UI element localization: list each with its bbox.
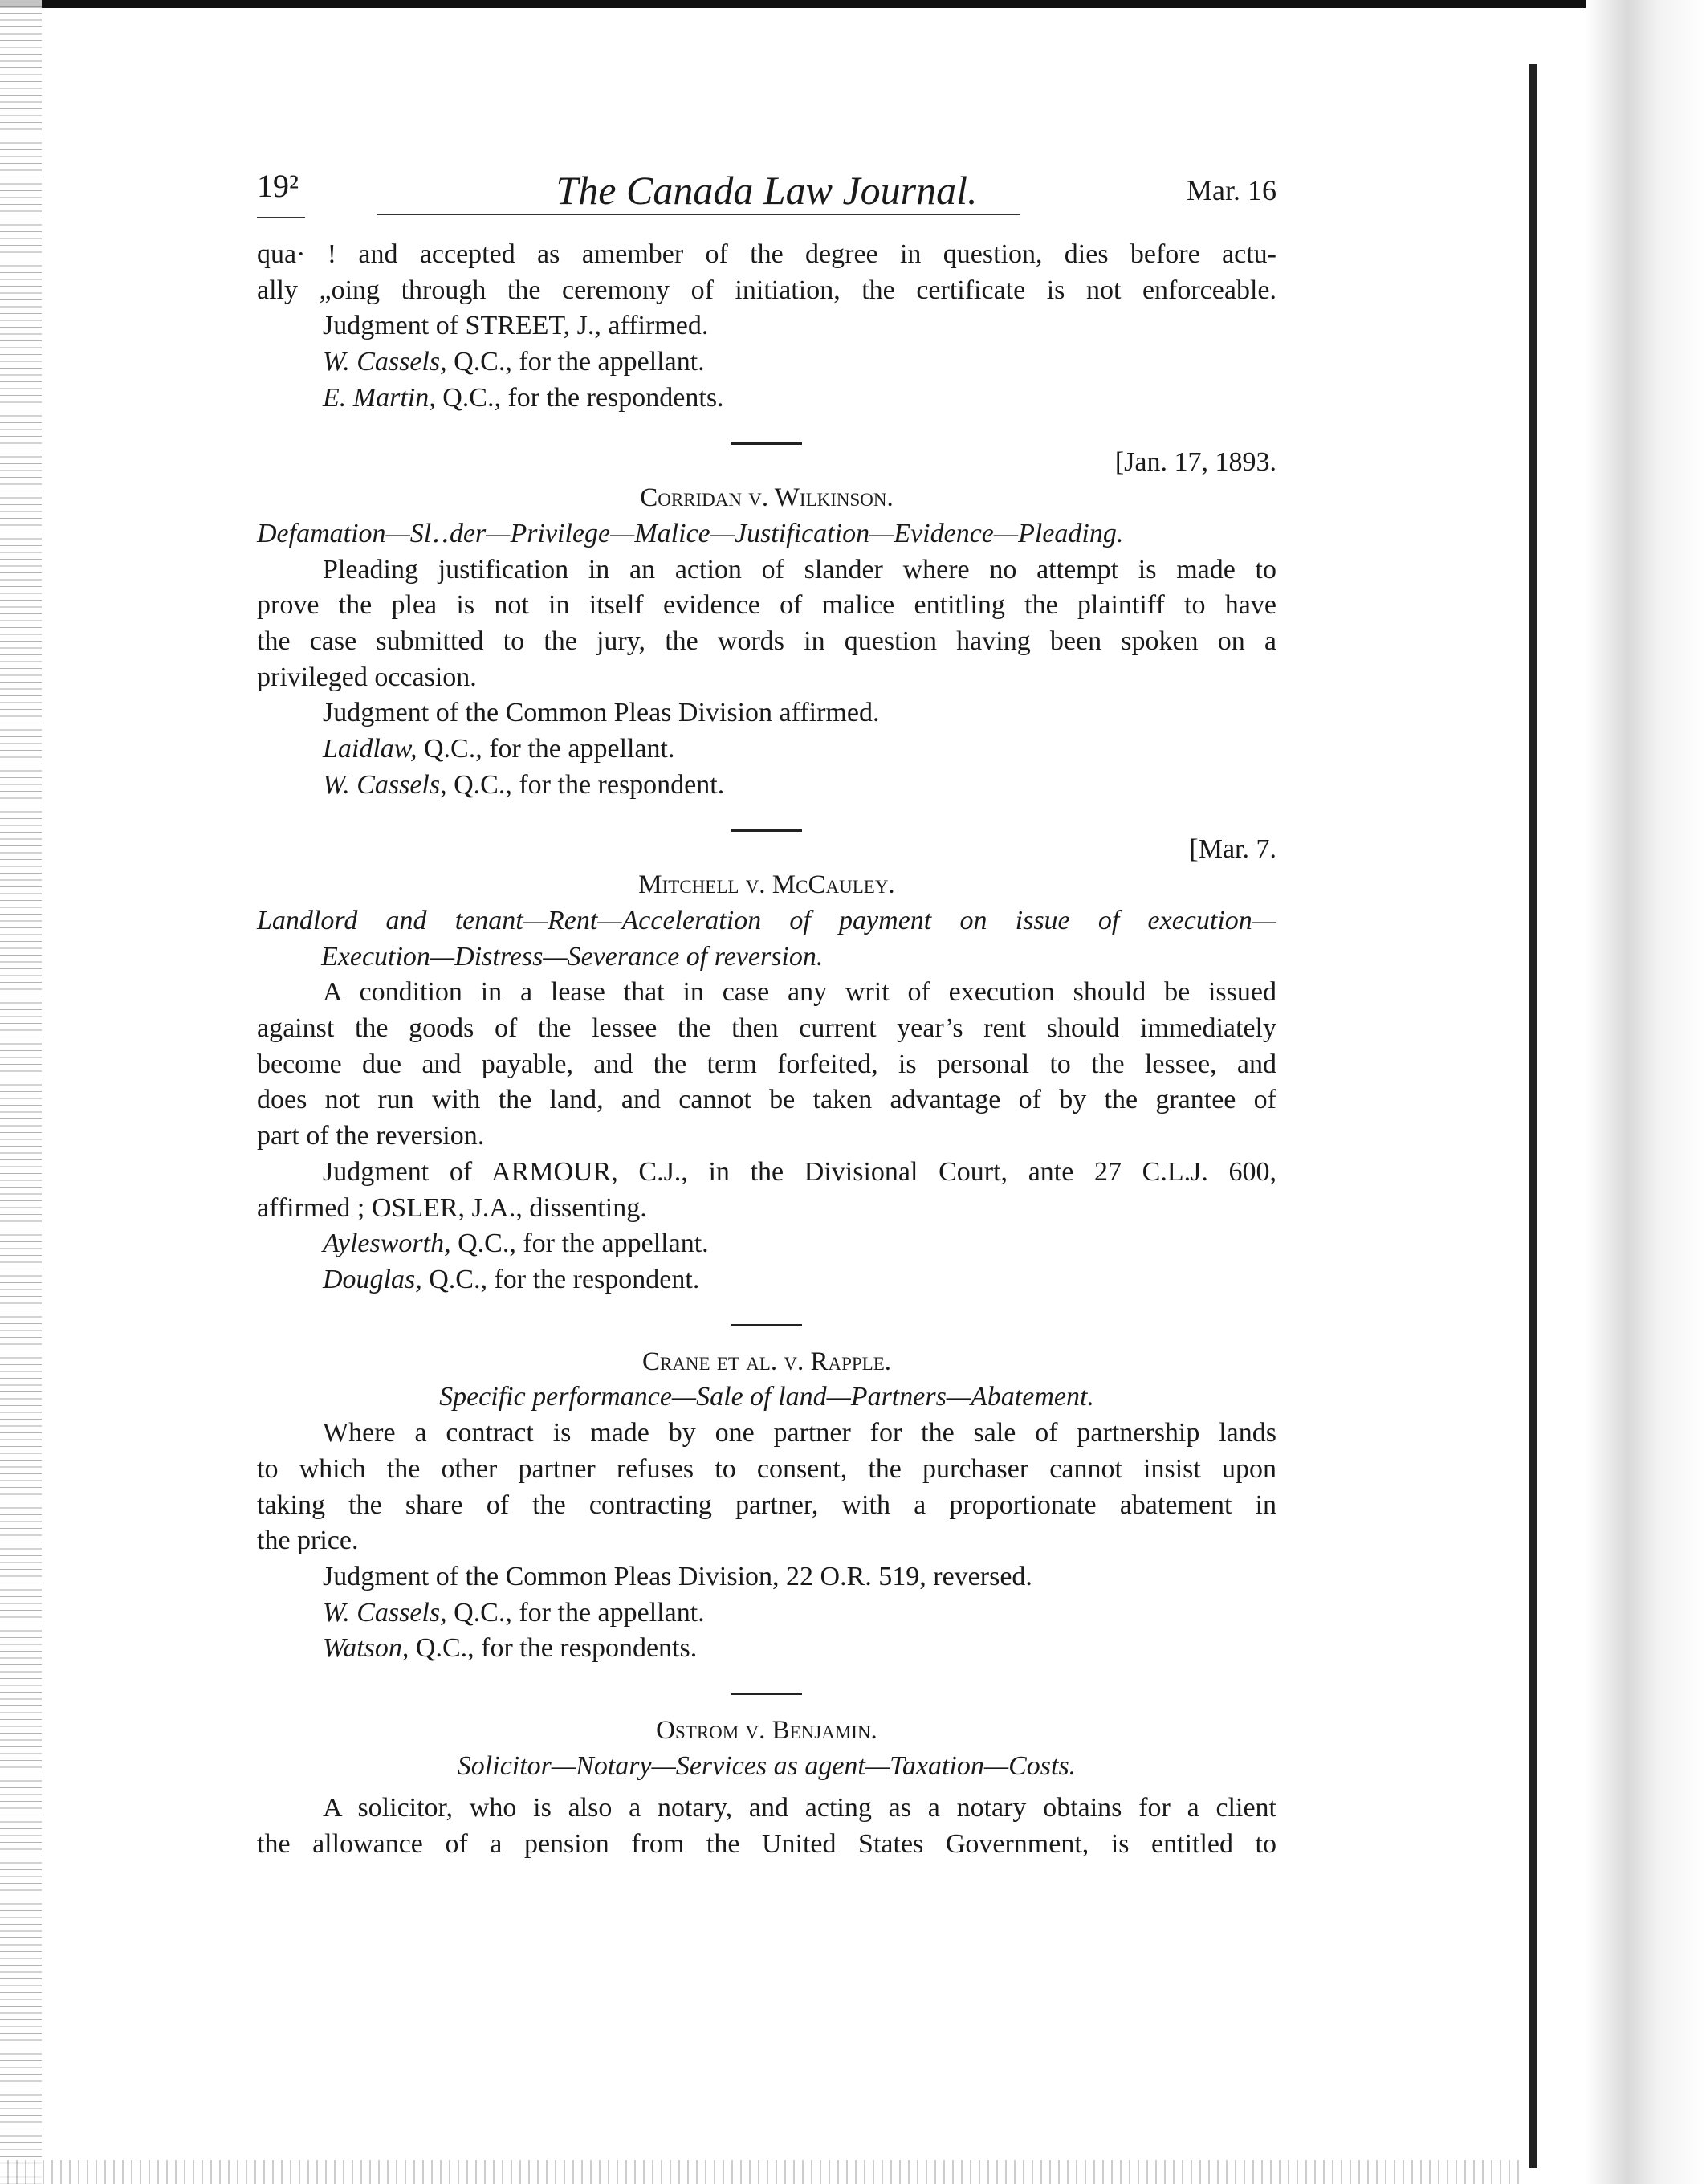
text-column [257,237,1276,1863]
counsel-name: Laidlaw, [323,734,417,764]
body-line: part of the reversion. [257,1121,485,1151]
counsel-role: Q.C., for the appellant. [446,1597,705,1628]
counsel-name: W. Cassels, [323,347,447,377]
body-line: privileged occasion. [257,662,477,692]
judgment-line: Judgment of ARMOUR, C.J., in the Divisional Court, ante 27 C.L.J. 600, [323,1156,1276,1187]
page-number: 19² [257,168,299,204]
body-line: the price. [257,1526,359,1556]
counsel-role: Q.C., for the respondent. [446,769,725,800]
body-line: against the goods of the lessee the then current year’s rent should immediately [257,1013,1276,1044]
header-rule [377,214,1020,215]
case-ostrom-v-benjamin [257,1713,1276,1863]
case-subject: Specific performance—Sale of land—Partners—Abatement. [439,1382,1094,1412]
issue-date: Mar. 16 [1187,174,1276,206]
counsel-line [257,1226,1276,1262]
counsel-name: E. Martin, [323,382,436,413]
body-line: does not run with the land, and cannot be taken advantage of by the grantee of [257,1085,1276,1115]
counsel-line [257,731,1276,768]
journal-title: The Canada Law Journal. [556,168,978,213]
counsel-name: W. Cassels, [323,769,447,800]
body-line: qua· ! and accepted as amember of the degree in question, dies before actu- [257,239,1276,269]
counsel-line [257,1595,1276,1632]
case-title: Ostrom v. Benjamin. [656,1716,877,1746]
running-header [257,167,1276,215]
counsel-name: Watson, [323,1633,409,1664]
case-corridan-v-wilkinson [257,445,1276,804]
counsel-role: Q.C., for the appellant. [450,1228,709,1259]
case-title: Mitchell v. McCauley. [638,870,895,900]
case-subject: Solicitor—Notary—Services as agent—Taxation—Costs. [457,1750,1077,1781]
body-line: become due and payable, and the term forfeited, is personal to the lessee, and [257,1049,1276,1079]
case-crane-v-rapple [257,1344,1276,1667]
counsel-role: Q.C., for the appellant. [417,734,675,764]
body-line: A condition in a lease that in case any writ of execution should be issued [323,977,1276,1008]
counsel-role: Q.C., for the respondents. [435,382,724,413]
counsel-name: Douglas, [323,1264,422,1294]
judgment-line: Judgment of the Common Pleas Division affirmed. [323,698,880,728]
case-mitchell-v-mccauley [257,832,1276,1298]
case-subject: Landlord and tenant—Rent—Acceleration of payment on issue of execution— [257,905,1276,935]
counsel-name: Aylesworth, [323,1228,451,1259]
body-line: ally „oing through the ceremony of initiation, the certificate is not enforceable. [257,275,1276,305]
body-line: prove the plea is not in itself evidence of malice entitling the plaintiff to have [257,590,1276,621]
body-line: Where a contract is made by one partner for the sale of partnership lands [323,1418,1276,1449]
counsel-line [257,344,1276,381]
judgment-line: Judgment of STREET, J., affirmed. [323,311,709,341]
judgment-line: affirmed ; OSLER, J.A., dissenting. [257,1192,647,1223]
body-line: Pleading justification in an action of slander where no attempt is made to [323,554,1276,585]
counsel-role: Q.C., for the respondent. [421,1264,700,1294]
body-line: to which the other partner refuses to consent, the purchaser cannot insist upon [257,1453,1276,1484]
folio-rule [257,217,305,218]
counsel-role: Q.C., for the respondents. [409,1633,698,1664]
body-line: the allowance of a pension from the United States Government, is entitled to [257,1829,1276,1860]
case-title: Corridan v. Wilkinson. [640,483,894,513]
counsel-line [257,1262,1276,1298]
counsel-name: W. Cassels, [323,1597,447,1628]
body-line: the case submitted to the jury, the words in question having been spoken on a [257,626,1276,657]
counsel-line [257,1631,1276,1667]
body-line: taking the share of the contracting partner, with a proportionate abatement in [257,1489,1276,1520]
case-title: Crane et al. v. Rapple. [641,1347,892,1376]
body-line: A solicitor, who is also a notary, and acting as a notary obtains for a client [323,1793,1276,1823]
case-subject: Execution—Distress—Severance of reversion. [321,941,824,972]
case-date: [Jan. 17, 1893. [1114,446,1276,477]
judgment-line: Judgment of the Common Pleas Division, 22 O.R. 519, reversed. [323,1561,1032,1591]
case-continuation [257,237,1276,417]
counsel-role: Q.C., for the appellant. [446,347,705,377]
counsel-line [257,768,1276,804]
counsel-line [257,381,1276,417]
case-date: [Mar. 7. [1189,833,1276,864]
case-subject: Defamation—Sl․․der—Privilege—Malice—Justification—Evidence—Pleading. [257,518,1124,548]
